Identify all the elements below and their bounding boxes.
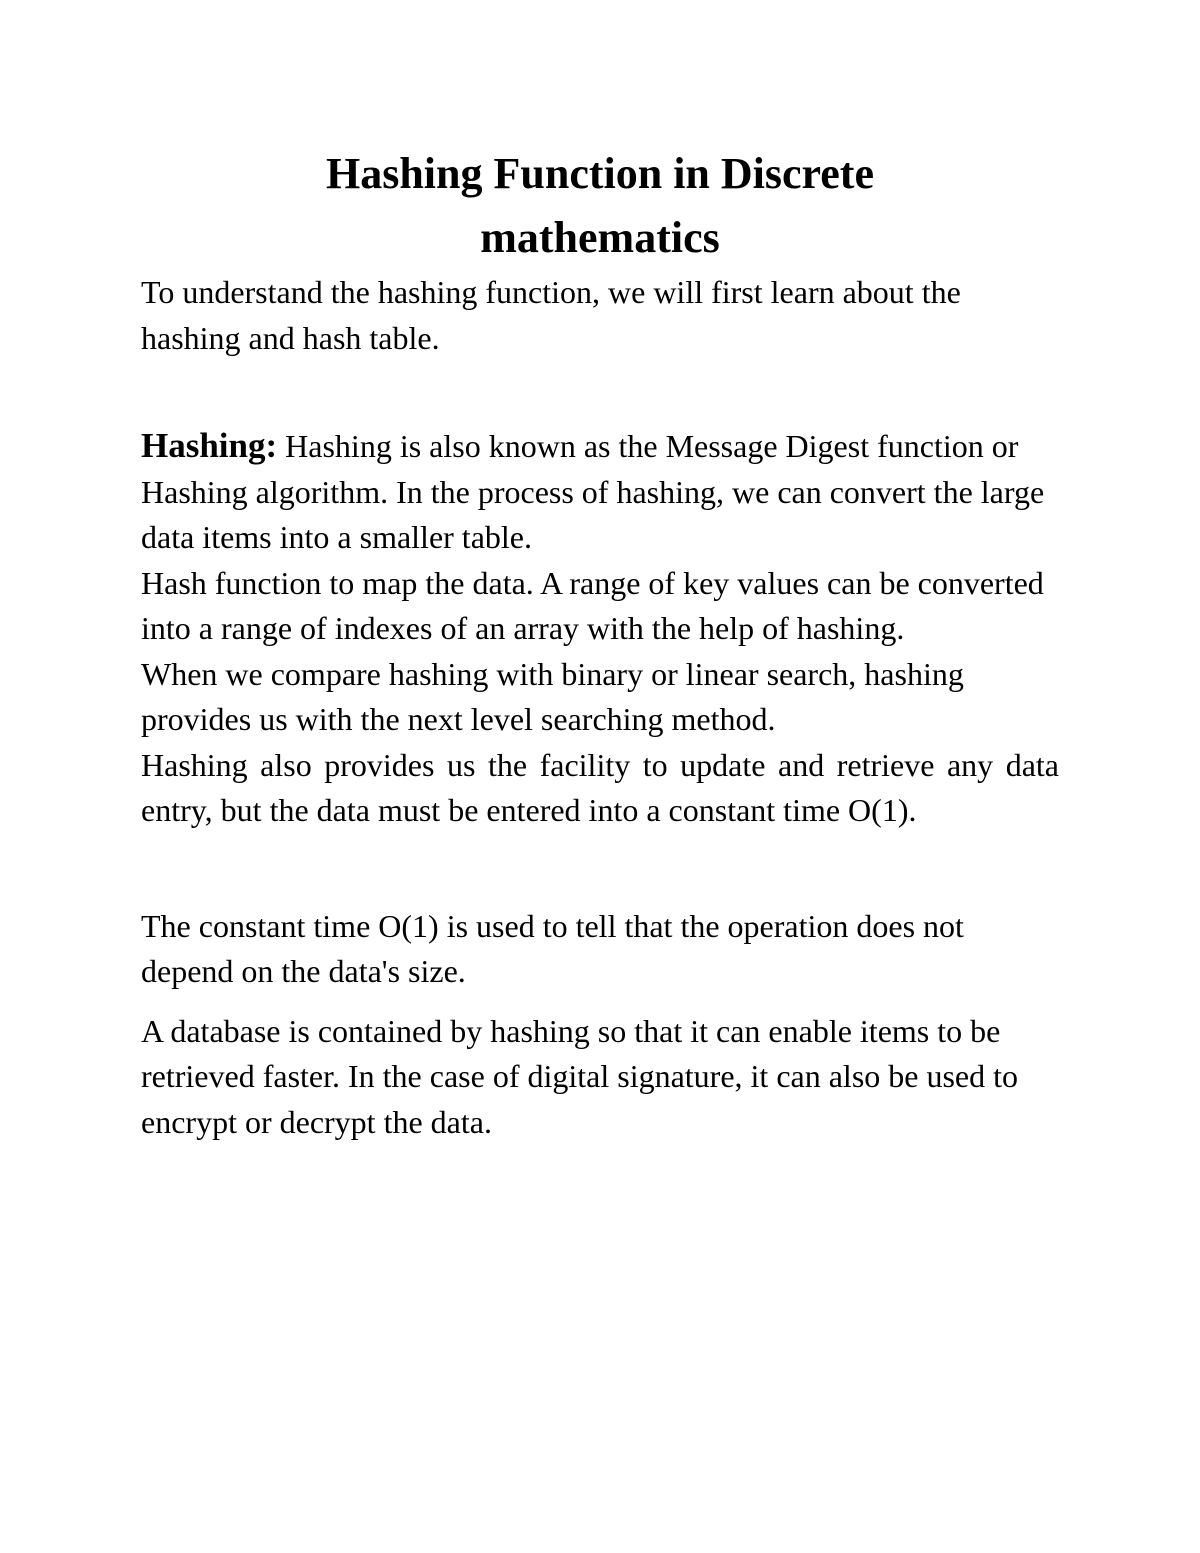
title-line-1: Hashing Function in Discrete [325,149,874,198]
database-paragraph: A database is contained by hashing so that it can enable items to be retrieved faster. In the case of digital signature, it can also be used to encrypt or decrypt the data. [141,1012,1019,1140]
intro-paragraph: To understand the hashing function, we will first learn about the hashing and hash table. [141,274,961,356]
title-line-2: mathematics [480,213,720,262]
document-title [141,142,1059,270]
hash-function-paragraph: Hash function to map the data. A range of key values can be converted into a range of indexes of an array with the help of hashing. [141,564,1044,646]
hashing-definition-text: Hashing is also known as the Message Digest function or Hashing algorithm. In the process of hashing, we can convert the large data items into a smaller table. [141,428,1045,555]
hashing-label: Hashing: [141,426,278,465]
document-page [141,142,1059,1145]
compare-paragraph: When we compare hashing with binary or linear search, hashing provides us with the next level searching method. [141,655,964,737]
hashing-definition-paragraph [141,423,1059,561]
constant-time-paragraph: The constant time O(1) is used to tell that the operation does not depend on the data's size. [141,907,964,989]
facility-paragraph: Hashing also provides us the facility to update and retrieve any data entry, but the data must be entered into a constant time O(1). [141,746,1059,828]
